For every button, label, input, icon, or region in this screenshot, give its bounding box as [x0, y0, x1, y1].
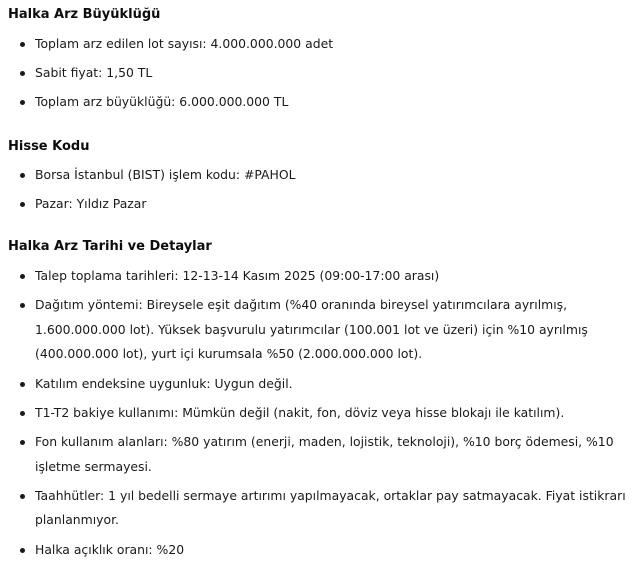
list-item: T1-T2 bakiye kullanımı: Mümkün değil (nakit, fon, döviz veya hisse blokajı ile katılım).	[8, 401, 637, 426]
offering-size-list	[8, 32, 637, 119]
stock-code-list	[8, 163, 637, 221]
list-item: Toplam arz edilen lot sayısı: 4.000.000.000 adet	[8, 32, 637, 57]
section-heading-dates-details: Halka Arz Tarihi ve Detaylar	[8, 239, 212, 254]
section-heading-offering-size: Halka Arz Büyüklüğü	[8, 7, 161, 22]
list-item: Dağıtım yöntemi: Bireysele eşit dağıtım (%40 oranında bireysel yatırımcılara ayrılmış, 1.600.000.000 lot). Yüksek başvurulu yatırımcılar (100.001 lot ve üzeri) için %10 ayrılmış (400.000.000 lot), yurt içi kurumsala %50 (2.000.000.000 lot).	[8, 293, 637, 367]
section-heading-stock-code: Hisse Kodu	[8, 139, 90, 154]
dates-details-list	[8, 264, 637, 567]
list-item: Halka açıklık oranı: %20	[8, 538, 637, 563]
list-item: Katılım endeksine uygunluk: Uygun değil.	[8, 372, 637, 397]
list-item: Talep toplama tarihleri: 12-13-14 Kasım 2025 (09:00-17:00 arası)	[8, 264, 637, 289]
list-item: Pazar: Yıldız Pazar	[8, 192, 637, 217]
list-item: Taahhütler: 1 yıl bedelli sermaye artırımı yapılmayacak, ortaklar pay satmayacak. Fiyat istikrarı planlanmıyor.	[8, 484, 637, 533]
list-item: Toplam arz büyüklüğü: 6.000.000.000 TL	[8, 90, 637, 115]
list-item: Sabit fiyat: 1,50 TL	[8, 61, 637, 86]
list-item: Fon kullanım alanları: %80 yatırım (enerji, maden, lojistik, teknoloji), %10 borç ödemesi, %10 işletme sermayesi.	[8, 430, 637, 479]
list-item: Borsa İstanbul (BIST) işlem kodu: #PAHOL	[8, 163, 637, 188]
